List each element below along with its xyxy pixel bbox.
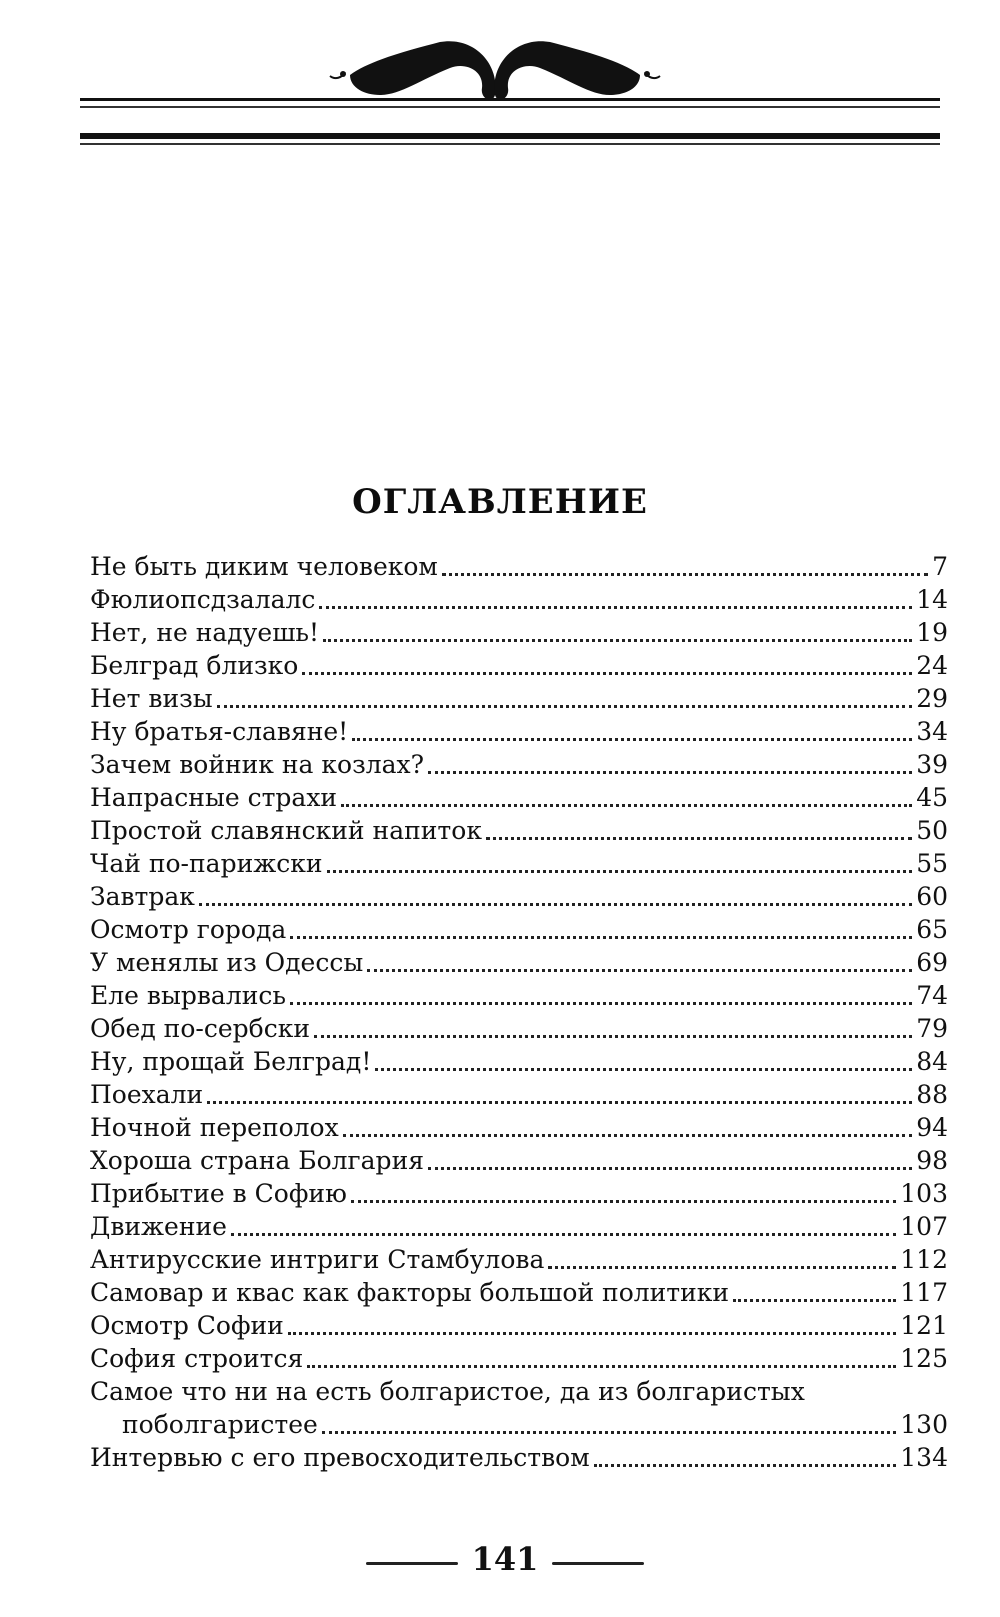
- toc-entry[interactable]: [90, 649, 948, 682]
- top-rule-thin-2: [80, 106, 940, 108]
- toc-entry[interactable]: [90, 814, 948, 847]
- toc-entry-page: 79: [916, 1014, 948, 1043]
- toc-entry[interactable]: [90, 913, 948, 946]
- toc-entry-title: Хороша страна Болгария: [90, 1146, 424, 1175]
- left-scroll-ornament: [350, 41, 496, 100]
- page-number: 141: [471, 1540, 539, 1578]
- toc-entry-title: Самовар и квас как факторы большой политики: [90, 1278, 730, 1307]
- toc-entry-page: 55: [916, 849, 948, 878]
- footer-rule-right: [552, 1562, 644, 1565]
- toc-leader-dots: [375, 1068, 912, 1071]
- toc-entry-page: 50: [916, 816, 948, 845]
- toc-leader-dots: [207, 1101, 912, 1104]
- toc-entry[interactable]: [90, 946, 948, 979]
- toc-entry[interactable]: [90, 748, 948, 781]
- toc-entry-title: Еле вырвались: [90, 981, 286, 1010]
- toc-leader-dots: [290, 1002, 912, 1005]
- toc-leader-dots: [343, 1134, 912, 1137]
- toc-entry-page: 65: [916, 915, 948, 944]
- toc-leader-dots: [352, 738, 912, 741]
- toc-leader-dots: [594, 1464, 897, 1467]
- toc-entry-page: 121: [900, 1311, 948, 1340]
- toc-entry[interactable]: [90, 1078, 948, 1111]
- toc-entry-title: Осмотр Софии: [90, 1311, 284, 1340]
- toc-entry-title: Осмотр города: [90, 915, 287, 944]
- table-of-contents: [90, 550, 948, 1474]
- toc-entry-title: У менялы из Одессы: [90, 948, 364, 977]
- toc-entry-page: 19: [916, 618, 948, 647]
- toc-leader-dots: [323, 639, 912, 642]
- toc-leader-dots: [319, 606, 912, 609]
- right-scroll-ornament: [494, 41, 640, 100]
- toc-entry-page: 24: [916, 651, 948, 680]
- toc-entry[interactable]: [90, 550, 948, 583]
- toc-leader-dots: [341, 804, 912, 807]
- toc-entry[interactable]: [90, 1210, 948, 1243]
- toc-entry-title: Нет визы: [90, 684, 213, 713]
- toc-entry[interactable]: [90, 1012, 948, 1045]
- toc-entry[interactable]: [90, 979, 948, 1012]
- toc-entry-page: 29: [916, 684, 948, 713]
- top-rule-thick: [80, 133, 940, 139]
- toc-entry[interactable]: [90, 1309, 948, 1342]
- toc-entry-title: Ну, прощай Белград!: [90, 1047, 372, 1076]
- toc-entry-title: Не быть диким человеком: [90, 552, 438, 581]
- toc-entry-page: 7: [932, 552, 948, 581]
- toc-entry-page: 14: [916, 585, 948, 614]
- toc-entry-title: Ночной переполох: [90, 1113, 339, 1142]
- toc-leader-dots: [733, 1299, 896, 1302]
- toc-entry[interactable]: [90, 880, 948, 913]
- toc-leader-dots: [428, 1167, 912, 1170]
- page-title: ОГЛАВЛЕНИЕ: [352, 482, 648, 522]
- toc-entry[interactable]: [90, 715, 948, 748]
- toc-entry[interactable]: [90, 1441, 948, 1474]
- toc-leader-dots: [428, 771, 912, 774]
- toc-leader-dots: [314, 1035, 912, 1038]
- toc-entry[interactable]: [90, 781, 948, 814]
- toc-leader-dots: [442, 573, 928, 576]
- toc-entry-page: 107: [900, 1212, 948, 1241]
- toc-entry-title: Фюлиопсдзалалс: [90, 585, 316, 614]
- toc-entry[interactable]: [90, 1144, 948, 1177]
- toc-entry-title: Зачем войник на козлах?: [90, 750, 424, 779]
- toc-entry-page: 39: [916, 750, 948, 779]
- toc-entry-title: Нет, не надуешь!: [90, 618, 320, 647]
- toc-entry-title: Простой славянский напиток: [90, 816, 482, 845]
- toc-entry-page: 125: [900, 1344, 948, 1373]
- toc-entry-title: Поехали: [90, 1080, 204, 1109]
- toc-entry-page: 103: [900, 1179, 948, 1208]
- toc-entry-title: Самое что ни на есть болгаристое, да из болгаристых: [90, 1377, 805, 1406]
- toc-leader-dots: [351, 1200, 896, 1203]
- toc-leader-dots: [307, 1365, 896, 1368]
- toc-entry-page: 117: [900, 1278, 948, 1307]
- toc-leader-dots: [367, 969, 912, 972]
- toc-entry[interactable]: [90, 1111, 948, 1144]
- footer-rule-left: [366, 1562, 458, 1565]
- toc-entry-page: 112: [900, 1245, 948, 1274]
- toc-entry-page: 84: [916, 1047, 948, 1076]
- toc-leader-dots: [327, 870, 913, 873]
- toc-leader-dots: [217, 705, 913, 708]
- toc-entry-title: Ну братья-славяне!: [90, 717, 349, 746]
- toc-entry-title: Завтрак: [90, 882, 195, 911]
- toc-entry-page: 45: [916, 783, 948, 812]
- toc-entry-page: 69: [916, 948, 948, 977]
- toc-entry[interactable]: [90, 1177, 948, 1210]
- header-ornament: [80, 40, 940, 170]
- toc-entry[interactable]: [90, 616, 948, 649]
- toc-entry[interactable]: [90, 1276, 948, 1309]
- toc-entry-title: Чай по-парижски: [90, 849, 323, 878]
- toc-leader-dots: [302, 672, 912, 675]
- toc-entry[interactable]: [90, 847, 948, 880]
- toc-entry-title: Движение: [90, 1212, 227, 1241]
- toc-entry-page: 134: [900, 1443, 948, 1472]
- top-rule-thin-3: [80, 143, 940, 145]
- toc-entry[interactable]: [90, 682, 948, 715]
- toc-entry-page: 60: [916, 882, 948, 911]
- toc-entry-page: 98: [916, 1146, 948, 1175]
- toc-entry-title: Антирусские интриги Стамбулова: [90, 1245, 545, 1274]
- toc-leader-dots: [290, 936, 912, 939]
- toc-entry[interactable]: [90, 1243, 948, 1276]
- toc-entry-page: 94: [916, 1113, 948, 1142]
- toc-entry-title: София строится: [90, 1344, 304, 1373]
- toc-entry-page: 130: [900, 1410, 948, 1439]
- toc-entry[interactable]: [90, 583, 948, 616]
- toc-leader-dots: [322, 1431, 896, 1434]
- toc-entry-title: Белград близко: [90, 651, 299, 680]
- toc-entry-page: 74: [916, 981, 948, 1010]
- toc-entry[interactable]: [90, 1375, 948, 1441]
- toc-leader-dots: [548, 1266, 896, 1269]
- toc-entry-title: Напрасные страхи: [90, 783, 338, 812]
- toc-entry-title: Интервью с его превосходительством: [90, 1443, 590, 1472]
- toc-entry-page: 88: [916, 1080, 948, 1109]
- toc-leader-dots: [288, 1332, 896, 1335]
- toc-entry-title: Прибытие в Софию: [90, 1179, 347, 1208]
- toc-entry-page: 34: [916, 717, 948, 746]
- page-footer: [0, 1540, 1000, 1580]
- toc-leader-dots: [199, 903, 912, 906]
- toc-entry-title: Обед по-сербски: [90, 1014, 310, 1043]
- toc-entry-title-continued: поболгаристее: [122, 1410, 318, 1439]
- toc-leader-dots: [231, 1233, 896, 1236]
- top-rule-thin-1: [80, 98, 940, 101]
- toc-leader-dots: [486, 837, 912, 840]
- toc-entry[interactable]: [90, 1342, 948, 1375]
- toc-entry[interactable]: [90, 1045, 948, 1078]
